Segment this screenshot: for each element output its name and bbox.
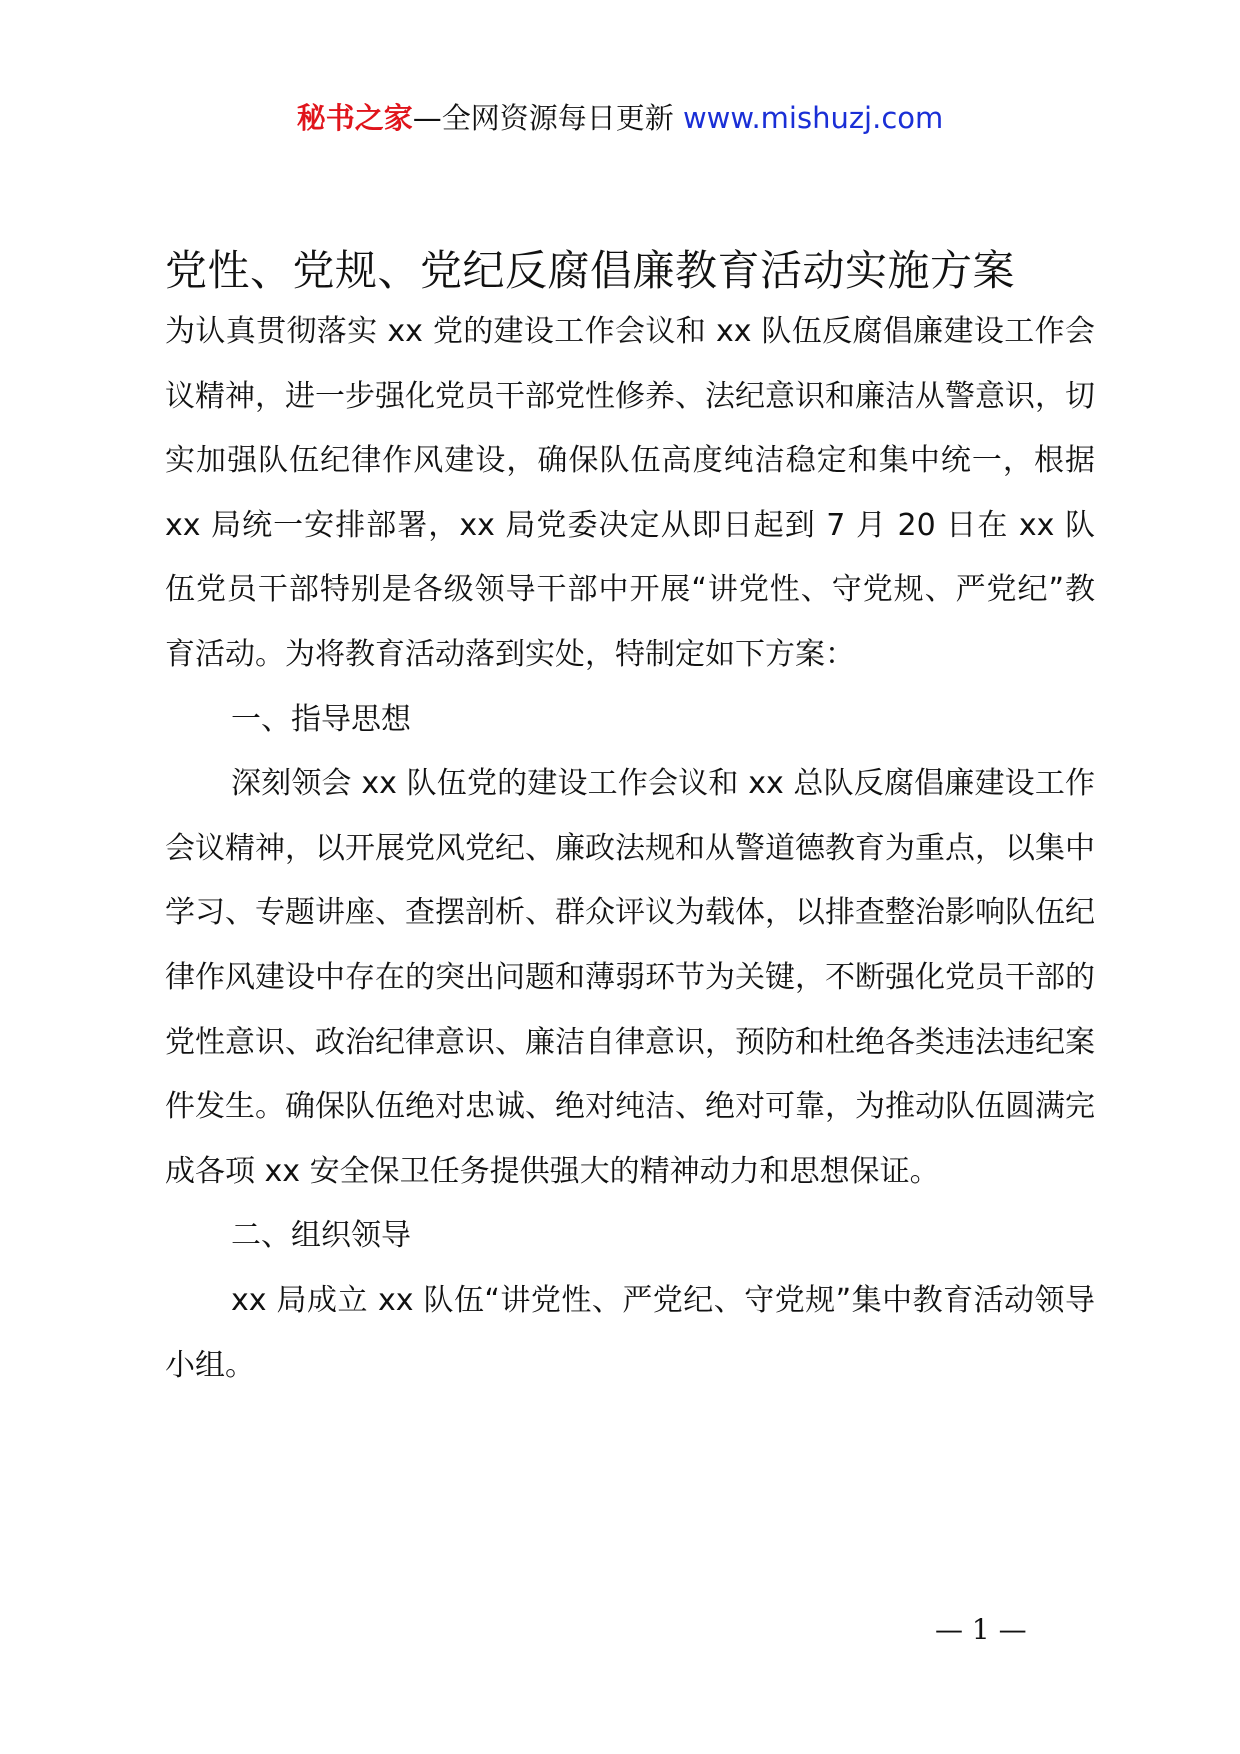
section-heading-guiding-ideology: 一、指导思想 — [231, 701, 411, 737]
document-title: 党性、党规、党纪反腐倡廉教育活动实施方案 — [165, 246, 1016, 295]
organization-paragraph: xx 局成立 xx 队伍“讲党性、严党纪、守党规”集中教育活动领导小组。 — [165, 1282, 1095, 1383]
header-tagline: —全网资源每日更新 — [412, 101, 674, 135]
guiding-ideology-paragraph: 深刻领会 xx 队伍党的建设工作会议和 xx 总队反腐倡廉建设工作会议精神，以开展党风党纪、廉政法规和从警道德教育为重点，以集中学习、专题讲座、查摆剖析、群众评议为载体，以排查整治影响队伍纪律作风建设中存在的突出问题和薄弱环节为关键，不断强化党员干部的党性意识、政治纪律意识、廉洁自律意识，预防和杜绝各类违法违纪案件发生。确保队伍绝对忠诚、绝对纯洁、绝对可靠，为推动队伍圆满完成各项 xx 安全保卫任务提供强大的精神动力和思想保证。 — [165, 766, 1095, 1189]
document-body — [165, 300, 1095, 1398]
site-header — [0, 98, 1240, 138]
page-number: — 1 — — [935, 1613, 1027, 1646]
intro-paragraph: 为认真贯彻落实 xx 党的建设工作会议和 xx 队伍反腐倡廉建设工作会议精神，进一步强化党员干部党性修养、法纪意识和廉洁从警意识，切实加强队伍纪律作风建设，确保队伍高度纯洁稳定和集中统一，根据 xx 局统一安排部署，xx 局党委决定从即日起到 7 月 20 日在 xx 队伍党员干部特别是各级领导干部中开展“讲党性、守党规、严党纪”教育活动。为将教育活动落到实处，特制定如下方案： — [165, 314, 1095, 672]
section-heading-organization: 二、组织领导 — [231, 1218, 411, 1254]
brand-name: 秘书之家 — [296, 101, 413, 135]
site-url-link[interactable]: www.mishuzj.com — [682, 101, 944, 135]
